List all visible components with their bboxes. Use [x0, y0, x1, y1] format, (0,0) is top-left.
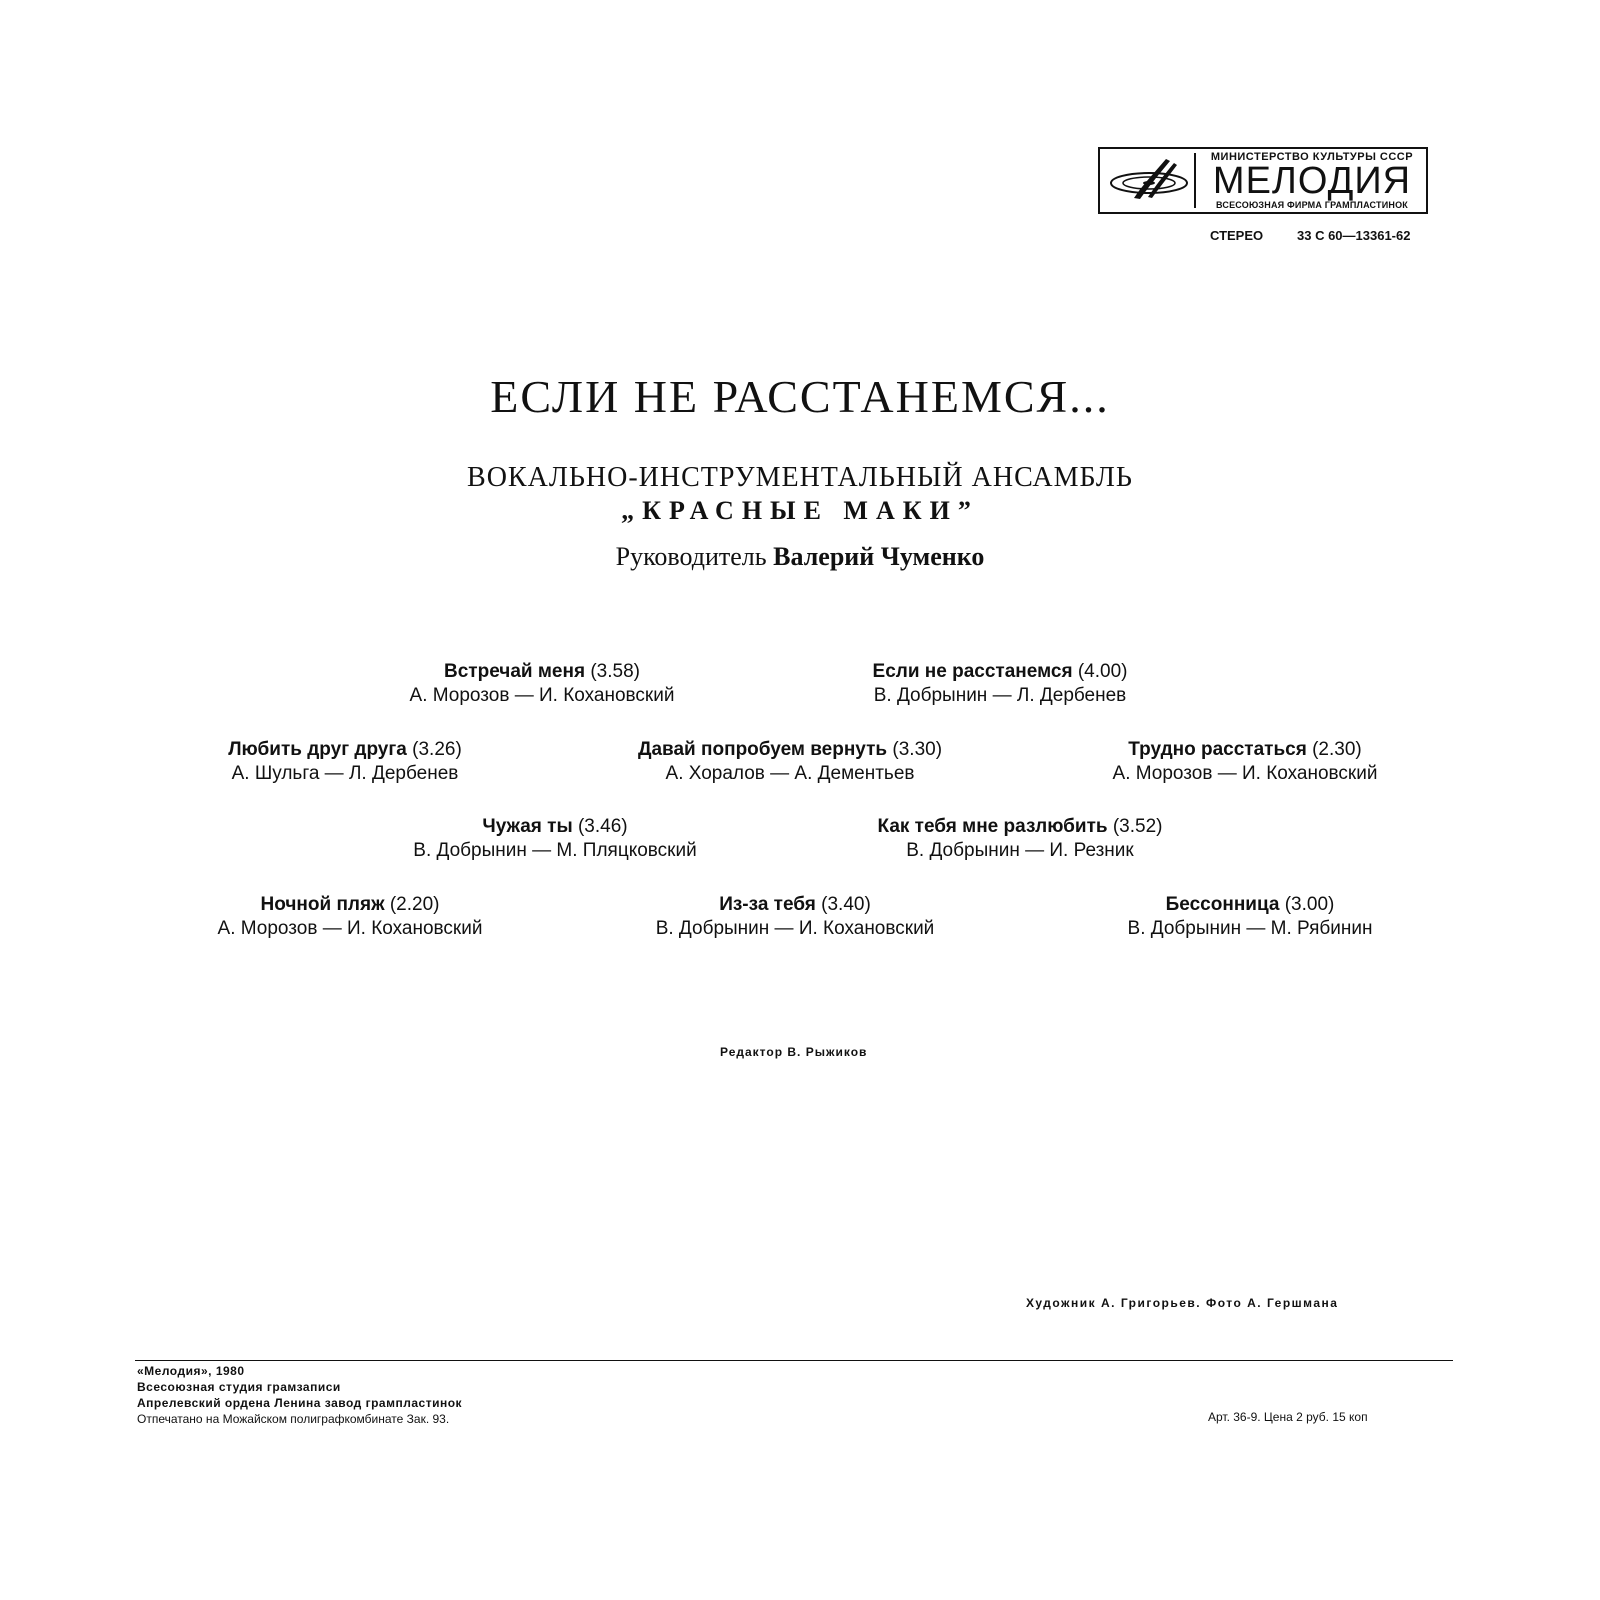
track-title: Чужая ты — [482, 816, 573, 837]
track-title: Как тебя мне разлюбить — [877, 816, 1108, 837]
track-duration: (3.46) — [577, 816, 628, 837]
album-title: ЕСЛИ НЕ РАССТАНЕМСЯ... — [490, 371, 1110, 422]
track-credits: В. Добрынин — И. Резник — [906, 840, 1134, 861]
track-credits: В. Добрынин — М. Рябинин — [1127, 918, 1373, 939]
ensemble-name: „КРАСНЫЕ МАКИ” — [621, 496, 979, 525]
track-title: Встречай меня — [444, 661, 586, 682]
melodiya-logo — [1098, 147, 1428, 214]
printer-line: Отпечатано на Можайском полиграфкомбинате Зак. 93. — [137, 1412, 450, 1426]
track-duration: (2.30) — [1312, 739, 1362, 760]
publisher-line: «Мелодия», 1980 — [137, 1364, 245, 1378]
track-title: Любить друг друга — [228, 739, 407, 760]
track-item — [165, 893, 535, 941]
track-item — [362, 660, 722, 708]
track-title: Трудно расстаться — [1128, 739, 1307, 760]
track-item — [1060, 738, 1430, 786]
track-duration: (3.52) — [1112, 816, 1163, 837]
track-duration: (3.58) — [590, 661, 640, 682]
studio-line: Всесоюзная студия грамзаписи — [137, 1380, 341, 1394]
leader-line — [0, 542, 1600, 572]
track-item — [610, 893, 980, 941]
track-credits: А. Шульга — Л. Дербенев — [231, 763, 459, 784]
editor-credit: Редактор В. Рыжиков — [720, 1045, 868, 1059]
track-item — [600, 738, 980, 786]
track-item — [1080, 893, 1420, 941]
leader-name: Валерий Чуменко — [773, 542, 985, 571]
track-duration: (3.40) — [821, 894, 871, 915]
melodiya-emblem-icon — [1104, 153, 1194, 208]
publisher-info — [137, 1363, 462, 1427]
track-credits: В. Добрынин — М. Пляцковский — [413, 840, 697, 861]
track-credits: А. Морозов — И. Кохановский — [217, 918, 483, 939]
track-credits: А. Хоралов — А. Дементьев — [665, 763, 915, 784]
factory-line: Апрелевский ордена Ленина завод грампластинок — [137, 1396, 463, 1410]
track-item — [185, 738, 505, 786]
track-title: Давай попробуем вернуть — [637, 739, 888, 760]
track-duration: (4.00) — [1077, 661, 1128, 682]
track-credits: В. Добрынин — Л. Дербенев — [873, 685, 1127, 706]
logo-company-line: ВСЕСОЮЗНАЯ ФИРМА ГРАМПЛАСТИНОК — [1216, 200, 1408, 210]
format-label: СТЕРЕО — [1210, 228, 1264, 243]
track-title: Из-за тебя — [719, 894, 816, 915]
track-item — [365, 815, 745, 863]
track-credits: В. Добрынин — И. Кохановский — [655, 918, 935, 939]
track-duration: (3.30) — [892, 739, 943, 760]
track-duration: (2.20) — [389, 894, 440, 915]
logo-ministry-line: МИНИСТЕРСТВО КУЛЬТУРЫ СССР — [1210, 151, 1414, 163]
track-credits: А. Морозов — И. Кохановский — [1112, 763, 1378, 784]
logo-brand-name: МЕЛОДИЯ — [1212, 160, 1412, 202]
track-credits: А. Морозов — И. Кохановский — [409, 685, 675, 706]
ensemble-type: ВОКАЛЬНО-ИНСТРУМЕНТАЛЬНЫЙ АНСАМБЛЬ — [467, 462, 1133, 493]
track-item — [840, 815, 1200, 863]
track-duration: (3.00) — [1284, 894, 1335, 915]
logo-divider — [1194, 153, 1196, 208]
price-info: Арт. 36-9. Цена 2 руб. 15 коп — [1208, 1410, 1368, 1424]
artist-credit: Художник А. Григорьев. Фото А. Гершмана — [1026, 1296, 1339, 1310]
track-title: Бессонница — [1165, 894, 1280, 915]
footer-divider — [135, 1360, 1453, 1361]
track-title: Если не расстанемся — [872, 661, 1073, 682]
leader-label: Руководитель — [615, 542, 767, 571]
track-item — [830, 660, 1170, 708]
track-duration: (3.26) — [412, 739, 462, 760]
track-title: Ночной пляж — [260, 894, 385, 915]
catalog-number: 33 С 60—13361-62 — [1297, 228, 1411, 243]
